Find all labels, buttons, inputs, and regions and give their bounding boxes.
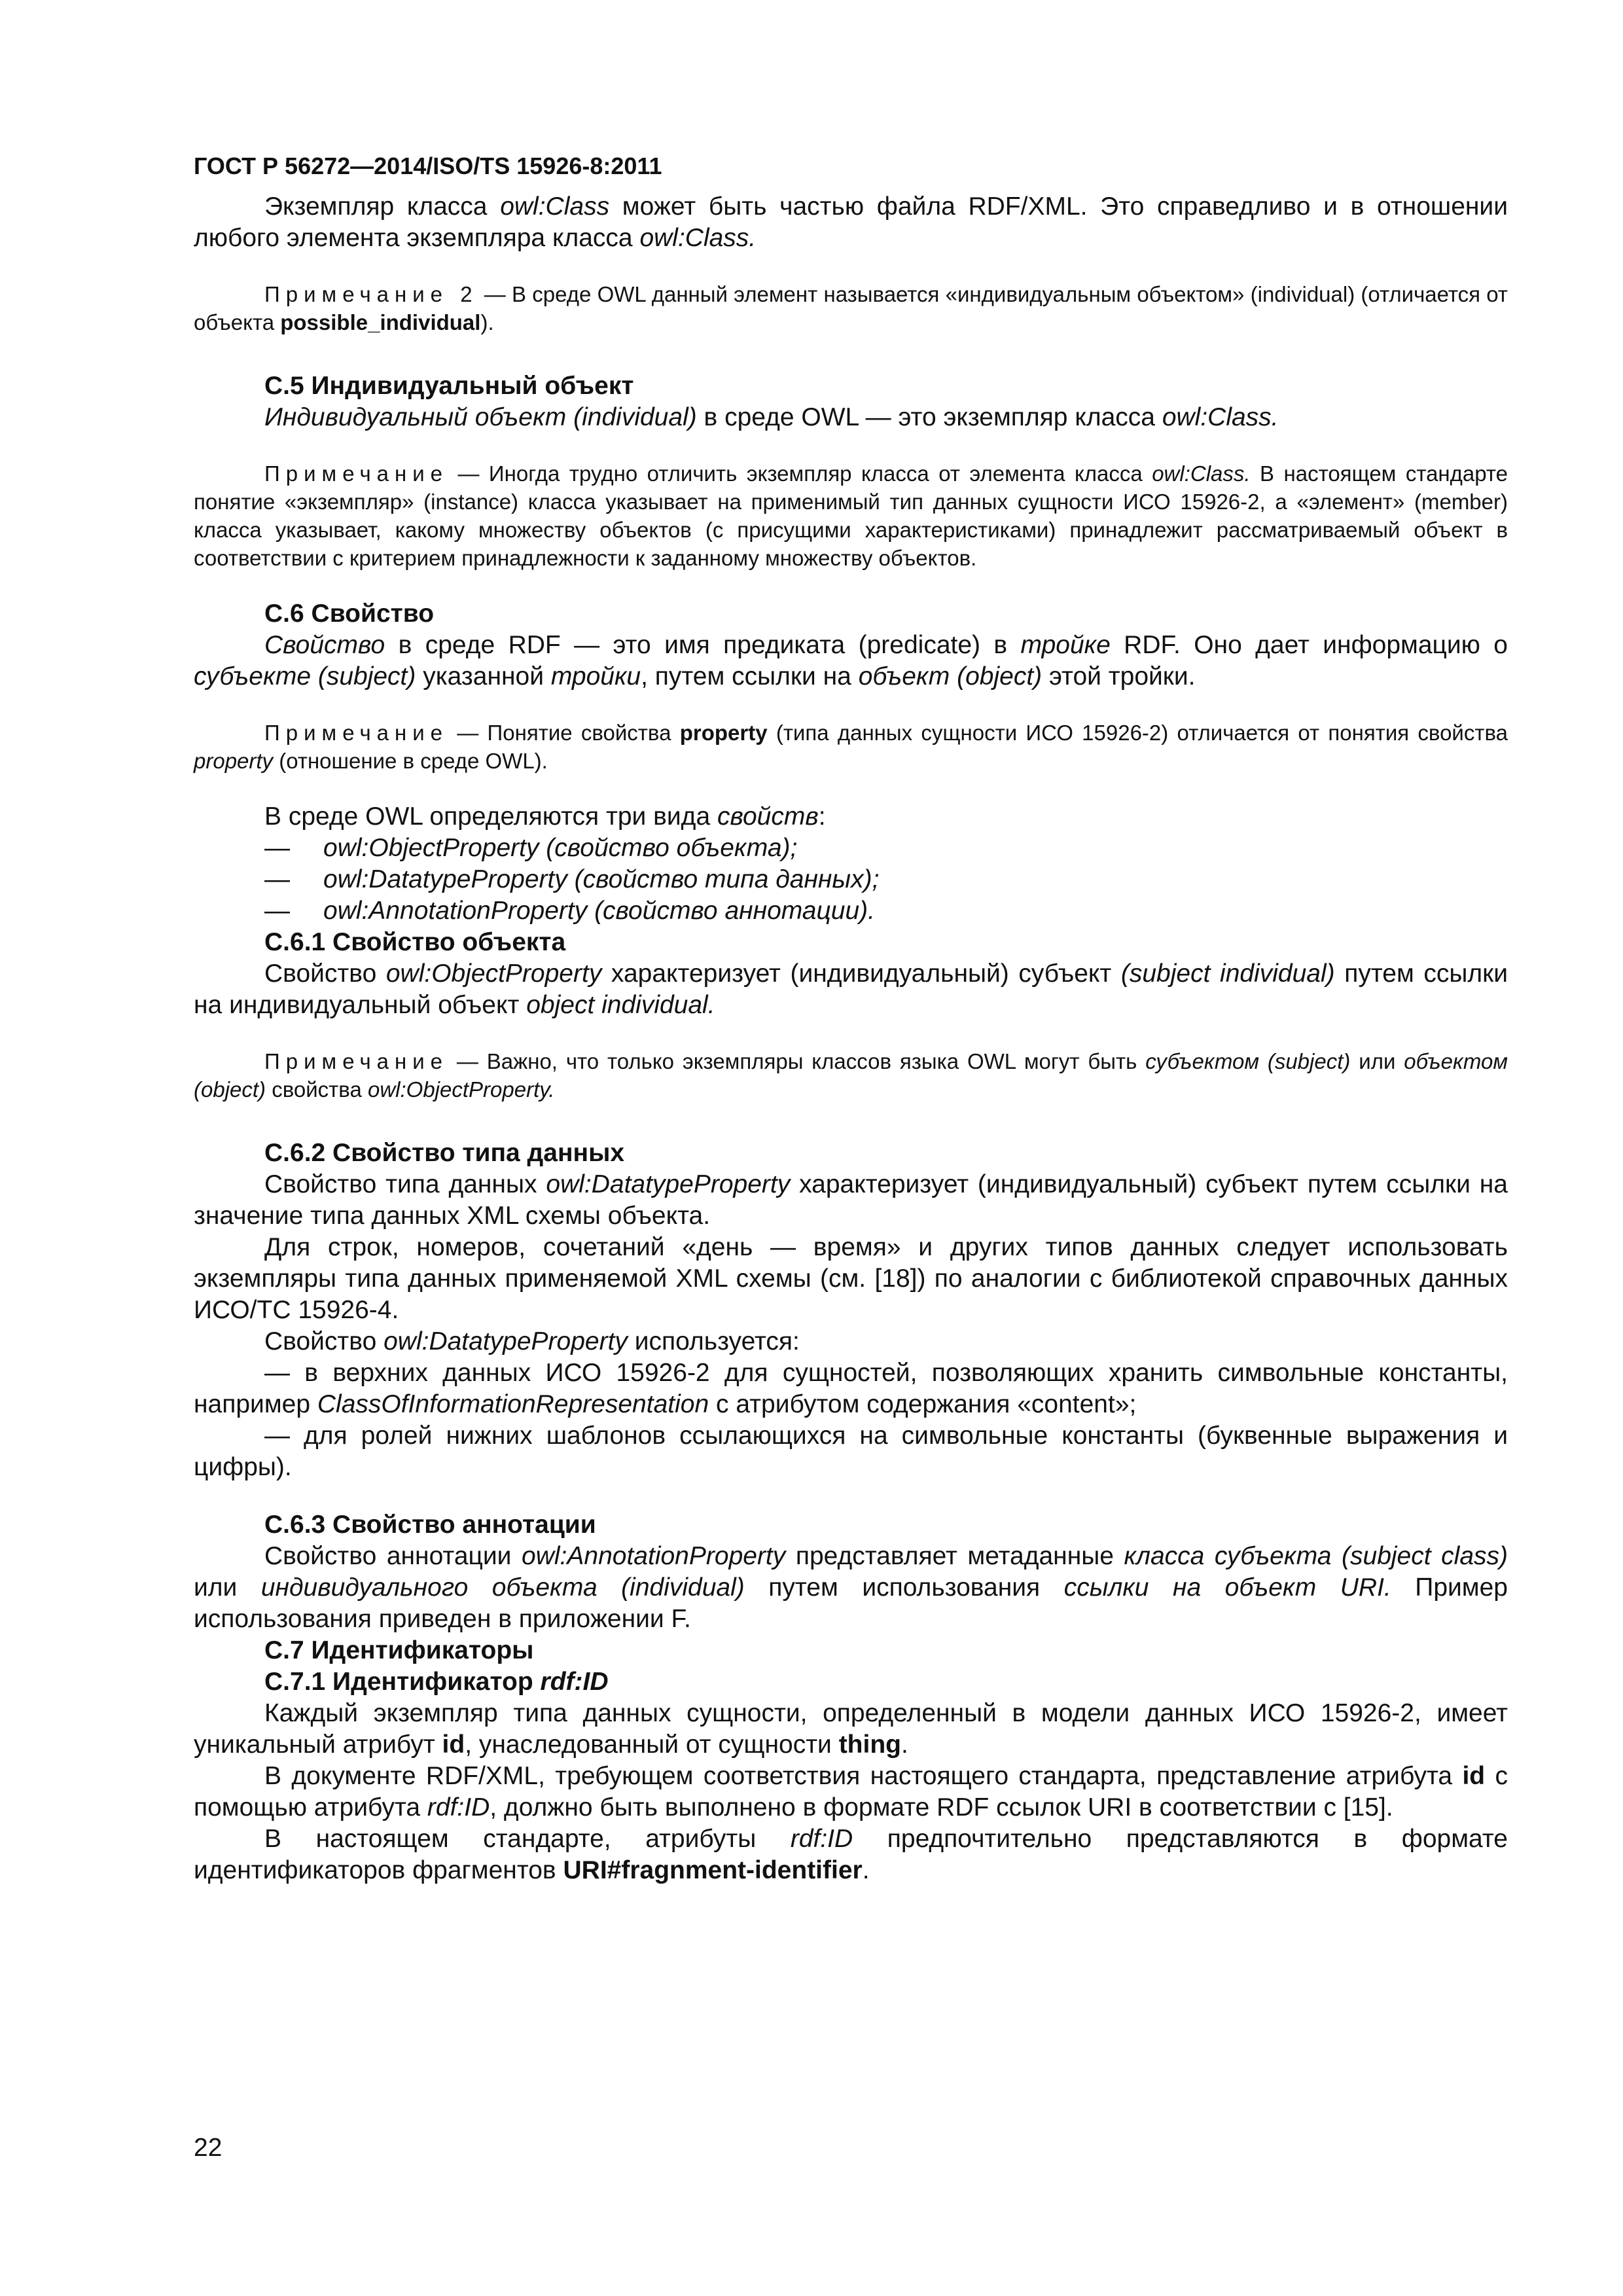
- section-c5-heading: С.5 Индивидуальный объект: [264, 372, 634, 400]
- paragraph-property: Свойство в среде RDF — это имя предиката (predicate) в тройке RDF. Оно дает информацию о субъекте (subject) указанной тройки, путем ссылки на объект (object) этой тройки.: [194, 631, 1508, 691]
- section-c63-heading: С.6.3 Свойство аннотации: [264, 1511, 596, 1539]
- section-c71-heading: С.7.1 Идентификатор rdf:ID: [264, 1668, 609, 1696]
- section-c6-heading: С.6 Свойство: [264, 600, 435, 628]
- page-number: 22: [194, 2134, 223, 2162]
- paragraph-datatype-used: Свойство owl:DatatypeProperty используется:: [264, 1327, 800, 1355]
- paragraph-rdf-id: В документе RDF/XML, требующем соответствия настоящего стандарта, представление атрибута id с помощью атрибута rdf:ID, должно быть выполнено в формате RDF ссылок URI в соответствии с [15].: [194, 1762, 1508, 1821]
- list-item: — owl:DatatypeProperty (свойство типа данных);: [264, 865, 880, 893]
- document-page: [194, 151, 1508, 1886]
- note-subject-object: Примечание — Важно, что только экземпляры классов языка OWL могут быть субъектом (subject) или объектом (object) свойства owl:ObjectProperty.: [194, 1049, 1508, 1102]
- paragraph-class-instance: Экземпляр класса owl:Class может быть частью файла RDF/XML. Это справедливо и в отношении любого элемента экземпляра класса owl:Class.: [194, 192, 1508, 252]
- paragraph-datatype-usage: Для строк, номеров, сочетаний «день — время» и других типов данных следует использовать экземпляры типа данных применяемой XML схемы (см. [18]) по аналогии с библиотекой справочных данных ИСО/ТС 15926-4.: [194, 1233, 1508, 1324]
- paragraph-property-kinds: В среде OWL определяются три вида свойств:: [264, 802, 826, 831]
- paragraph-fragment-identifier: В настоящем стандарте, атрибуты rdf:ID предпочтительно представляются в формате идентификаторов фрагментов URI#fragnment-identifier.: [194, 1825, 1508, 1884]
- note-property: Примечание — Понятие свойства property (типа данных сущности ИСО 15926-2) отличается от понятия свойства property (отношение в среде OWL).: [194, 721, 1508, 773]
- note-instance-member: Примечание — Иногда трудно отличить экземпляр класса от элемента класса owl:Class. В настоящем стандарте понятие «экземпляр» (instance) класса указывает на применимый тип данных сущности ИСО 15926-2, а «элемент» (member) класса указывает, какому множеству объектов (с присущими характеристиками) принадлежит рассматриваемый объект в соответствии с критерием принадлежности к заданному множеству объектов.: [194, 461, 1508, 570]
- section-c62-heading: С.6.2 Свойство типа данных: [264, 1139, 625, 1167]
- paragraph-datatype-property: Свойство типа данных owl:DatatypeProperty характеризует (индивидуальный) субъект путем ссылки на значение типа данных XML схемы объекта.: [194, 1170, 1508, 1230]
- paragraph-object-property: Свойство owl:ObjectProperty характеризует (индивидуальный) субъект (subject individual) путем ссылки на индивидуальный объект object individual.: [194, 960, 1508, 1019]
- paragraph-lower-templates: — для ролей нижних шаблонов ссылающихся на символьные константы (буквенные выражения и цифры).: [194, 1422, 1508, 1481]
- paragraph-individual: Индивидуальный объект (individual) в среде OWL — это экземпляр класса owl:Class.: [264, 403, 1279, 431]
- section-c61-heading: С.6.1 Свойство объекта: [264, 928, 566, 956]
- section-c7-heading: С.7 Идентификаторы: [264, 1636, 534, 1664]
- list-item: — owl:ObjectProperty (свойство объекта);: [264, 834, 798, 862]
- list-item: — owl:AnnotationProperty (свойство аннотации).: [264, 897, 875, 925]
- note-2: Примечание 2 — В среде OWL данный элемент называется «индивидуальным объектом» (individual) (отличается от объекта possible_individual).: [194, 282, 1508, 334]
- standard-header: ГОСТ Р 56272—2014/ISO/TS 15926-8:2011: [194, 152, 662, 179]
- paragraph-annotation-property: Свойство аннотации owl:AnnotationProperty представляет метаданные класса субъекта (subject class) или индивидуального объекта (individual) путем использования ссылки на объект URI. Пример использования приведен в приложении F.: [194, 1542, 1508, 1633]
- paragraph-unique-id: Каждый экземпляр типа данных сущности, определенный в модели данных ИСО 15926-2, имеет уникальный атрибут id, унаследованный от сущности thing.: [194, 1699, 1508, 1759]
- paragraph-upper-data: — в верхних данных ИСО 15926-2 для сущностей, позволяющих хранить символьные константы, например ClassOfInformationRepresentation с атрибутом содержания «content»;: [194, 1359, 1508, 1418]
